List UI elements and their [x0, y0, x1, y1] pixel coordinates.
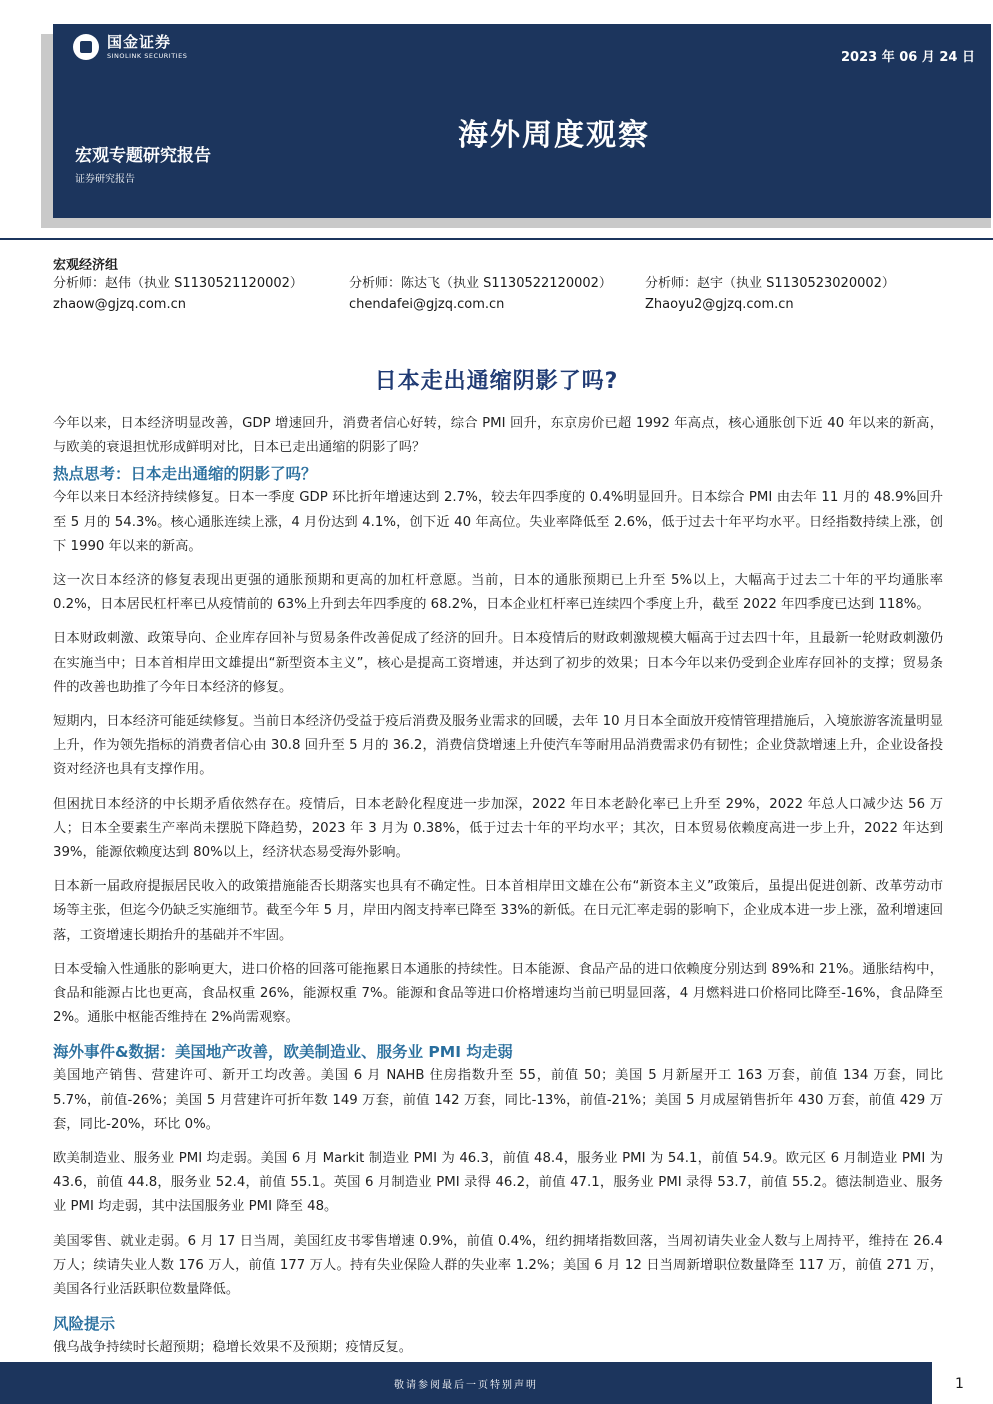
report-category: 宏观专题研究报告 — [75, 146, 211, 166]
section-heading-overseas-events: 海外事件&数据：美国地产改善，欧美制造业、服务业 PMI 均走弱 — [53, 1043, 513, 1062]
report-subcategory: 证券研究报告 — [75, 174, 135, 185]
series-title: 海外周度观察 — [458, 118, 650, 153]
report-date: 2023 年 06 月 24 日 — [841, 50, 975, 65]
header-divider — [0, 238, 993, 240]
report-title: 日本走出通缩阴影了吗? — [374, 369, 619, 394]
analyst-3-label: 分析师：赵宇（执业 S1130523020002） — [645, 276, 895, 291]
paragraph: 俄乌战争持续时长超预期；稳增长效果不及预期；疫情反复。 — [53, 1340, 413, 1356]
section-heading-risk: 风险提示 — [53, 1315, 116, 1334]
analyst-2 — [349, 273, 612, 315]
paragraph: 日本财政刺激、政策导向、企业库存回补与贸易条件改善促成了经济的回升。日本疫情后的财政刺激规模大幅高于过去四十年，且最新一轮财政刺激仍在实施当中；日本首相岸田文雄提出“新型资本主义”，核心是提高工资增速，并达到了初步的效果；日本今年以来仍受到企业库存回补的支撑；贸易条件的改善也助推了今年日本经济的修复。 — [53, 631, 943, 695]
footer-notice: 敬请参阅最后一页特别声明 — [394, 1380, 538, 1391]
footer-bar — [0, 1362, 932, 1404]
footer-gap — [932, 1362, 934, 1404]
analyst-group: 宏观经济组 — [53, 258, 119, 273]
logo-name-en: SINOLINK SECURITIES — [107, 51, 188, 60]
company-logo — [73, 34, 187, 60]
analyst-2-label: 分析师：陈达飞（执业 S1130522120002） — [349, 276, 612, 291]
logo-name-cn: 国金证券 — [107, 32, 172, 51]
header-banner — [53, 24, 991, 218]
paragraph: 短期内，日本经济可能延续修复。当前日本经济仍受益于疫后消费及服务业需求的回暖，去年 10 月日本全面放开疫情管理措施后，入境旅游客流量明显上升，作为领先指标的消费者信心由 30.8 回升至 5 月的 36.2，消费信贷增速上升使汽车等耐用品消费需求仍有韧性；企业贷款增速上升，企业设备投资对经济也具有支撑作用。 — [53, 714, 943, 778]
analyst-3-email[interactable]: Zhaoyu2@gjzq.com.cn — [645, 297, 794, 312]
paragraph: 今年以来日本经济持续修复。日本一季度 GDP 环比折年增速达到 2.7%，较去年四季度的 0.4%明显回升。日本综合 PMI 由去年 11 月的 48.9%回升至 5 月的 54.3%。核心通胀连续上涨，4 月份达到 4.1%，创下近 40 年高位。失业率降低至 2.6%，低于过去十年平均水平。日经指数持续上涨，创下 1990 年以来的新高。 — [53, 490, 943, 554]
paragraph: 这一次日本经济的修复表现出更强的通胀预期和更高的加杠杆意愿。当前，日本的通胀预期已上升至 5%以上，大幅高于过去二十年的平均通胀率 0.2%，日本居民杠杆率已从疫情前的 63%上升到去年四季度的 68.2%，日本企业杠杆率已连续四个季度上升，截至 2022 年四季度已达到 118%。 — [53, 573, 943, 613]
analyst-1 — [53, 273, 303, 315]
analyst-1-label: 分析师：赵伟（执业 S1130521120002） — [53, 276, 303, 291]
report-body — [53, 412, 943, 1371]
page-number: 1 — [955, 1376, 964, 1392]
logo-icon — [73, 34, 99, 60]
paragraph: 美国零售、就业走弱。6 月 17 日当周，美国红皮书零售增速 0.9%，前值 0.4%，纽约拥堵指数回落，当周初请失业金人数与上周持平，维持在 26.4 万人；续请失业人数 176 万人，前值 177 万人。持有失业保险人群的失业率 1.2%；美国 6 月 12 日当周新增职位数量降至 117 万，前值 271 万，美国各行业活跃职位数量降低。 — [53, 1233, 943, 1298]
paragraph: 但困扰日本经济的中长期矛盾依然存在。疫情后，日本老龄化程度进一步加深，2022 年日本老龄化率已上升至 29%，2022 年总人口减少达 56 万人；日本全要素生产率尚未摆脱下降趋势，2023 年 3 月为 0.38%，低于过去十年的平均水平；其次，日本贸易依赖度高进一步上升，2022 年达到 39%，能源依赖度达到 80%以上，经济状态易受海外影响。 — [53, 796, 943, 861]
analyst-2-email[interactable]: chendafei@gjzq.com.cn — [349, 297, 505, 312]
paragraph: 日本受输入性通胀的影响更大，进口价格的回落可能拖累日本通胀的持续性。日本能源、食品产品的进口依赖度分别达到 89%和 21%。通胀结构中，食品和能源占比也更高，食品权重 26%，能源权重 7%。能源和食品等进口价格增速均当前已明显回落，4 月燃料进口价格同比降至-16%，食品降至 2%。通胀中枢能否维持在 2%尚需观察。 — [53, 961, 943, 1026]
analyst-3 — [645, 273, 895, 315]
paragraph: 欧美制造业、服务业 PMI 均走弱。美国 6 月 Markit 制造业 PMI 为 46.3，前值 48.4，服务业 PMI 为 54.1，前值 54.9。欧元区 6 月制造业 PMI 为 43.6，前值 44.8，服务业 52.4，前值 55.1。英国 6 月制造业 PMI 录得 46.2，前值 47.1，服务业 PMI 录得 53.7，前值 55.2。德法制造业、服务业 PMI 均走弱，其中法国服务业 PMI 降至 48。 — [53, 1151, 943, 1215]
intro-paragraph: 今年以来，日本经济明显改善，GDP 增速回升，消费者信心好转，综合 PMI 回升，东京房价已超 1992 年高点，核心通胀创下近 40 年以来的新高，与欧美的衰退担忧形成鲜明对比，日本已走出通缩的阴影了吗？ — [53, 416, 943, 456]
paragraph: 美国地产销售、营建许可、新开工均改善。美国 6 月 NAHB 住房指数升至 55，前值 50；美国 5 月新屋开工 163 万套，前值 134 万套，同比 5.7%，前值-26%；美国 5 月营建许可折年数 149 万套，前值 142 万套，同比-13%，前值-21%；美国 5 月成屋销售折年 430 万套，前值 429 万套，同比-20%，环比 0%。 — [53, 1068, 943, 1132]
analyst-1-email[interactable]: zhaow@gjzq.com.cn — [53, 297, 186, 312]
section-heading-hot-topic: 热点思考：日本走出通缩的阴影了吗？ — [53, 465, 317, 484]
paragraph: 日本新一届政府提振居民收入的政策措施能否长期落实也具有不确定性。日本首相岸田文雄在公布“新资本主义”政策后，虽提出促进创新、改革劳动市场等主张，但迄今仍缺乏实施细节。截至今年 5 月，岸田内阁支持率已降至 33%的新低。在日元汇率走弱的影响下，企业成本进一步上涨，盈利增速回落，工资增速长期抬升的基础并不牢固。 — [53, 879, 943, 943]
